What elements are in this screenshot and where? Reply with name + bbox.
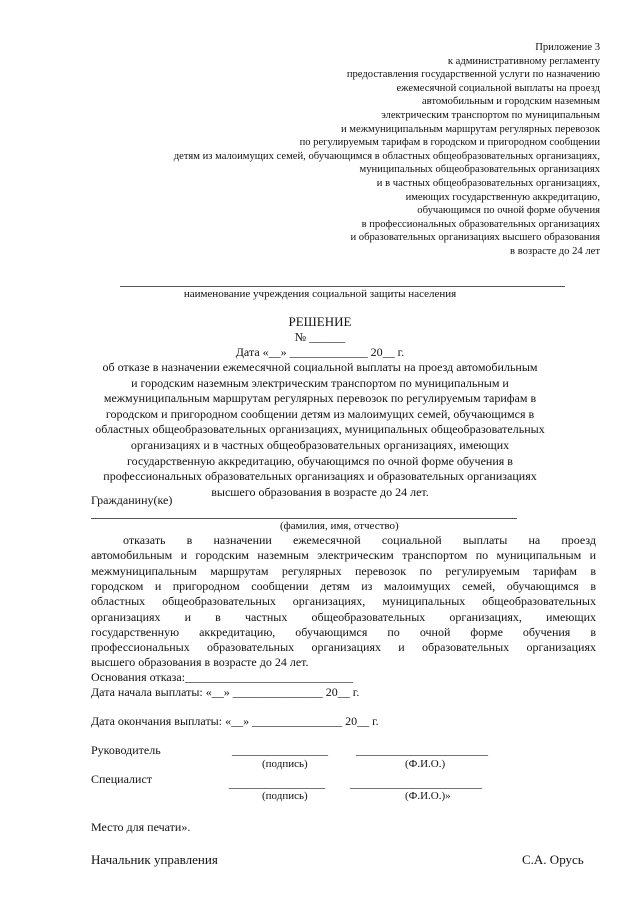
subject-line: государственную аккредитацию, обучающимся по очной форме обучения в xyxy=(127,453,513,468)
subject-line: и городским наземным электрическим транспортом по муниципальным и xyxy=(131,375,509,390)
head-signature-line: ________________ xyxy=(232,743,328,757)
body-line: отказать в назначении ежемесячной социальной выплаты на проезд xyxy=(123,533,596,547)
body-line: автомобильным и городским наземным электрическим транспортом по муниципальным и xyxy=(91,548,596,563)
specialist-label: Специалист xyxy=(91,772,153,786)
body-line: профессиональных образовательных организациях и образовательных организациях xyxy=(91,640,596,655)
subject-line: организациях и в частных общеобразовательных организациях, имеющих xyxy=(130,438,510,452)
decision-date: Дата «__» _____________ 20__ г. xyxy=(235,345,405,359)
header-line: детям из малоимущих семей, обучающимся в областных общеобразовательных организациях, xyxy=(173,150,600,162)
name-caption: (фамилия, имя, отчество) xyxy=(280,520,399,532)
specialist-fio-line: ______________________ xyxy=(350,776,482,790)
header-line: муниципальных общеобразовательных организациях xyxy=(359,164,600,176)
body-line: межмуниципальным маршрутам регулярных перевозок по регулируемым тарифам в xyxy=(91,563,596,578)
header-line: автомобильным и городским наземным xyxy=(421,96,600,108)
header-line: по регулируемым тарифам в городском и пригородном сообщении xyxy=(299,137,600,149)
header-line: имеющих государственную аккредитацию, xyxy=(405,191,600,203)
subject-line: профессиональных образовательных организациях и образовательных организациях xyxy=(103,469,537,484)
head-fio-caption: (Ф.И.О.) xyxy=(405,758,446,770)
header-line: и межмуниципальным маршрутам регулярных перевозок xyxy=(340,123,600,135)
head-fio-line: ______________________ xyxy=(356,743,488,757)
header-line: электрическим транспортом по муниципальным xyxy=(381,110,600,121)
body-line: высшего образования в возрасте до 24 лет. xyxy=(91,655,309,670)
specialist-signature-line: ________________ xyxy=(229,776,325,790)
chief-name: С.А. Орусь xyxy=(522,852,584,867)
institution-caption: наименование учреждения социальной защиты населения xyxy=(183,288,457,300)
header-line: Приложение 3 xyxy=(535,42,600,53)
header-line: и в частных общеобразовательных организациях, xyxy=(376,178,600,189)
institution-line xyxy=(120,286,565,287)
header-line: к административному регламенту xyxy=(447,55,600,67)
header-line: обучающимся по очной форме обучения xyxy=(417,205,600,217)
header-line: и образовательных организациях высшего образования xyxy=(350,232,600,244)
start-date: Дата начала выплаты: «__» _______________ 20__ г. xyxy=(91,685,360,699)
citizen-name-line xyxy=(91,518,517,519)
subject-line: об отказе в назначении ежемесячной социальной выплаты на проезд автомобильным xyxy=(102,360,538,374)
specialist-signature-caption: (подпись) xyxy=(262,790,308,802)
subject-line: межмуниципальным маршрутам регулярных перевозок по регулируемым тарифам в xyxy=(103,391,537,406)
citizen-label: Гражданину(ке) xyxy=(91,493,173,507)
end-date: Дата окончания выплаты: «__» _______________ 20__ г. xyxy=(91,714,379,728)
refusal-reasons: Основания отказа:____________________________ xyxy=(91,670,354,684)
subject-line: городском и пригородном сообщении детям из малоимущих семей, обучающимся в xyxy=(105,406,535,421)
specialist-fio-caption: (Ф.И.О.)» xyxy=(405,790,451,802)
head-signature-caption: (подпись) xyxy=(262,758,308,770)
chief-title: Начальник управления xyxy=(91,852,218,867)
header-line: предоставления государственной услуги по назначению xyxy=(346,69,600,81)
body-line: организациях и в частных общеобразовательных организациях, имеющих xyxy=(91,609,596,624)
stamp-place: Место для печати». xyxy=(91,820,191,834)
head-label: Руководитель xyxy=(91,743,161,757)
subject-line: областных общеобразовательных организациях, муниципальных общеобразовательных xyxy=(95,422,545,437)
subject-line: высшего образования в возрасте до 24 лет. xyxy=(211,484,429,499)
decision-number: № ______ xyxy=(294,330,346,344)
header-line: в возрасте до 24 лет xyxy=(510,246,600,257)
body-line: областных общеобразовательных организациях, муниципальных общеобразовательных xyxy=(91,594,596,609)
decision-title: РЕШЕНИЕ xyxy=(288,314,352,329)
header-line: в профессиональных образовательных организациях xyxy=(361,218,600,230)
body-line: государственную аккредитацию, обучающимся по очной форме обучения в xyxy=(91,624,596,639)
body-line: городском и пригородном сообщении детям из малоимущих семей, обучающимся в xyxy=(91,578,596,593)
header-line: ежемесячной социальной выплаты на проезд xyxy=(396,82,600,94)
